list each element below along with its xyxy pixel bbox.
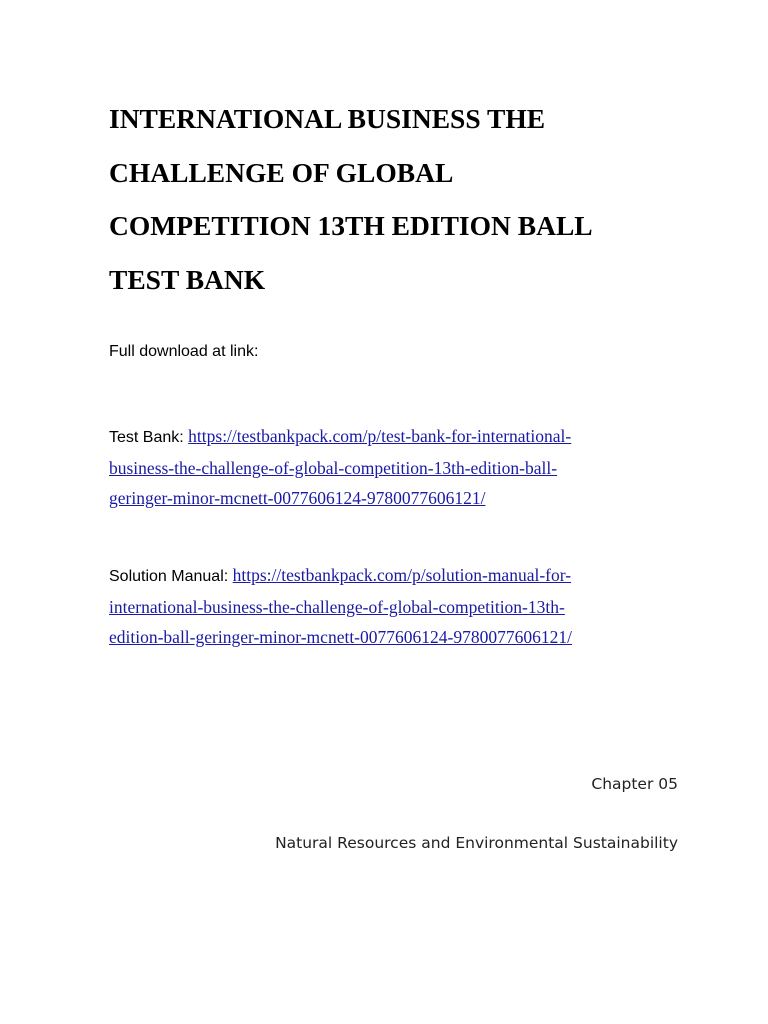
solution-manual-link[interactable]: edition-ball-geringer-minor-mcnett-0077606124-9780077606121/: [109, 627, 572, 647]
title-line: COMPETITION 13TH EDITION BALL: [109, 210, 593, 241]
solution-manual-label: Solution Manual:: [109, 568, 233, 585]
download-text: Full download at link:: [109, 343, 259, 360]
test-bank-link[interactable]: geringer-minor-mcnett-0077606124-9780077606121/: [109, 488, 486, 508]
title-line: CHALLENGE OF GLOBAL: [109, 156, 454, 188]
test-bank-link[interactable]: business-the-challenge-of-global-competition-13th-edition-ball-: [109, 458, 558, 478]
solution-manual-paragraph: [109, 560, 669, 652]
title-line: INTERNATIONAL BUSINESS THE: [109, 103, 546, 134]
solution-manual-link[interactable]: https://testbankpack.com/p/solution-manual-for-: [232, 565, 572, 585]
test-bank-label: Test Bank:: [109, 429, 189, 446]
title-line: TEST BANK: [109, 263, 266, 295]
document-title: [109, 92, 709, 306]
test-bank-link[interactable]: https://testbankpack.com/p/test-bank-for-international-: [188, 426, 572, 446]
solution-manual-link[interactable]: international-business-the-challenge-of-global-competition-13th-: [109, 597, 565, 617]
chapter-number: Chapter 05: [591, 775, 678, 793]
test-bank-paragraph: [109, 421, 669, 513]
chapter-title: Natural Resources and Environmental Sustainability: [275, 834, 678, 852]
